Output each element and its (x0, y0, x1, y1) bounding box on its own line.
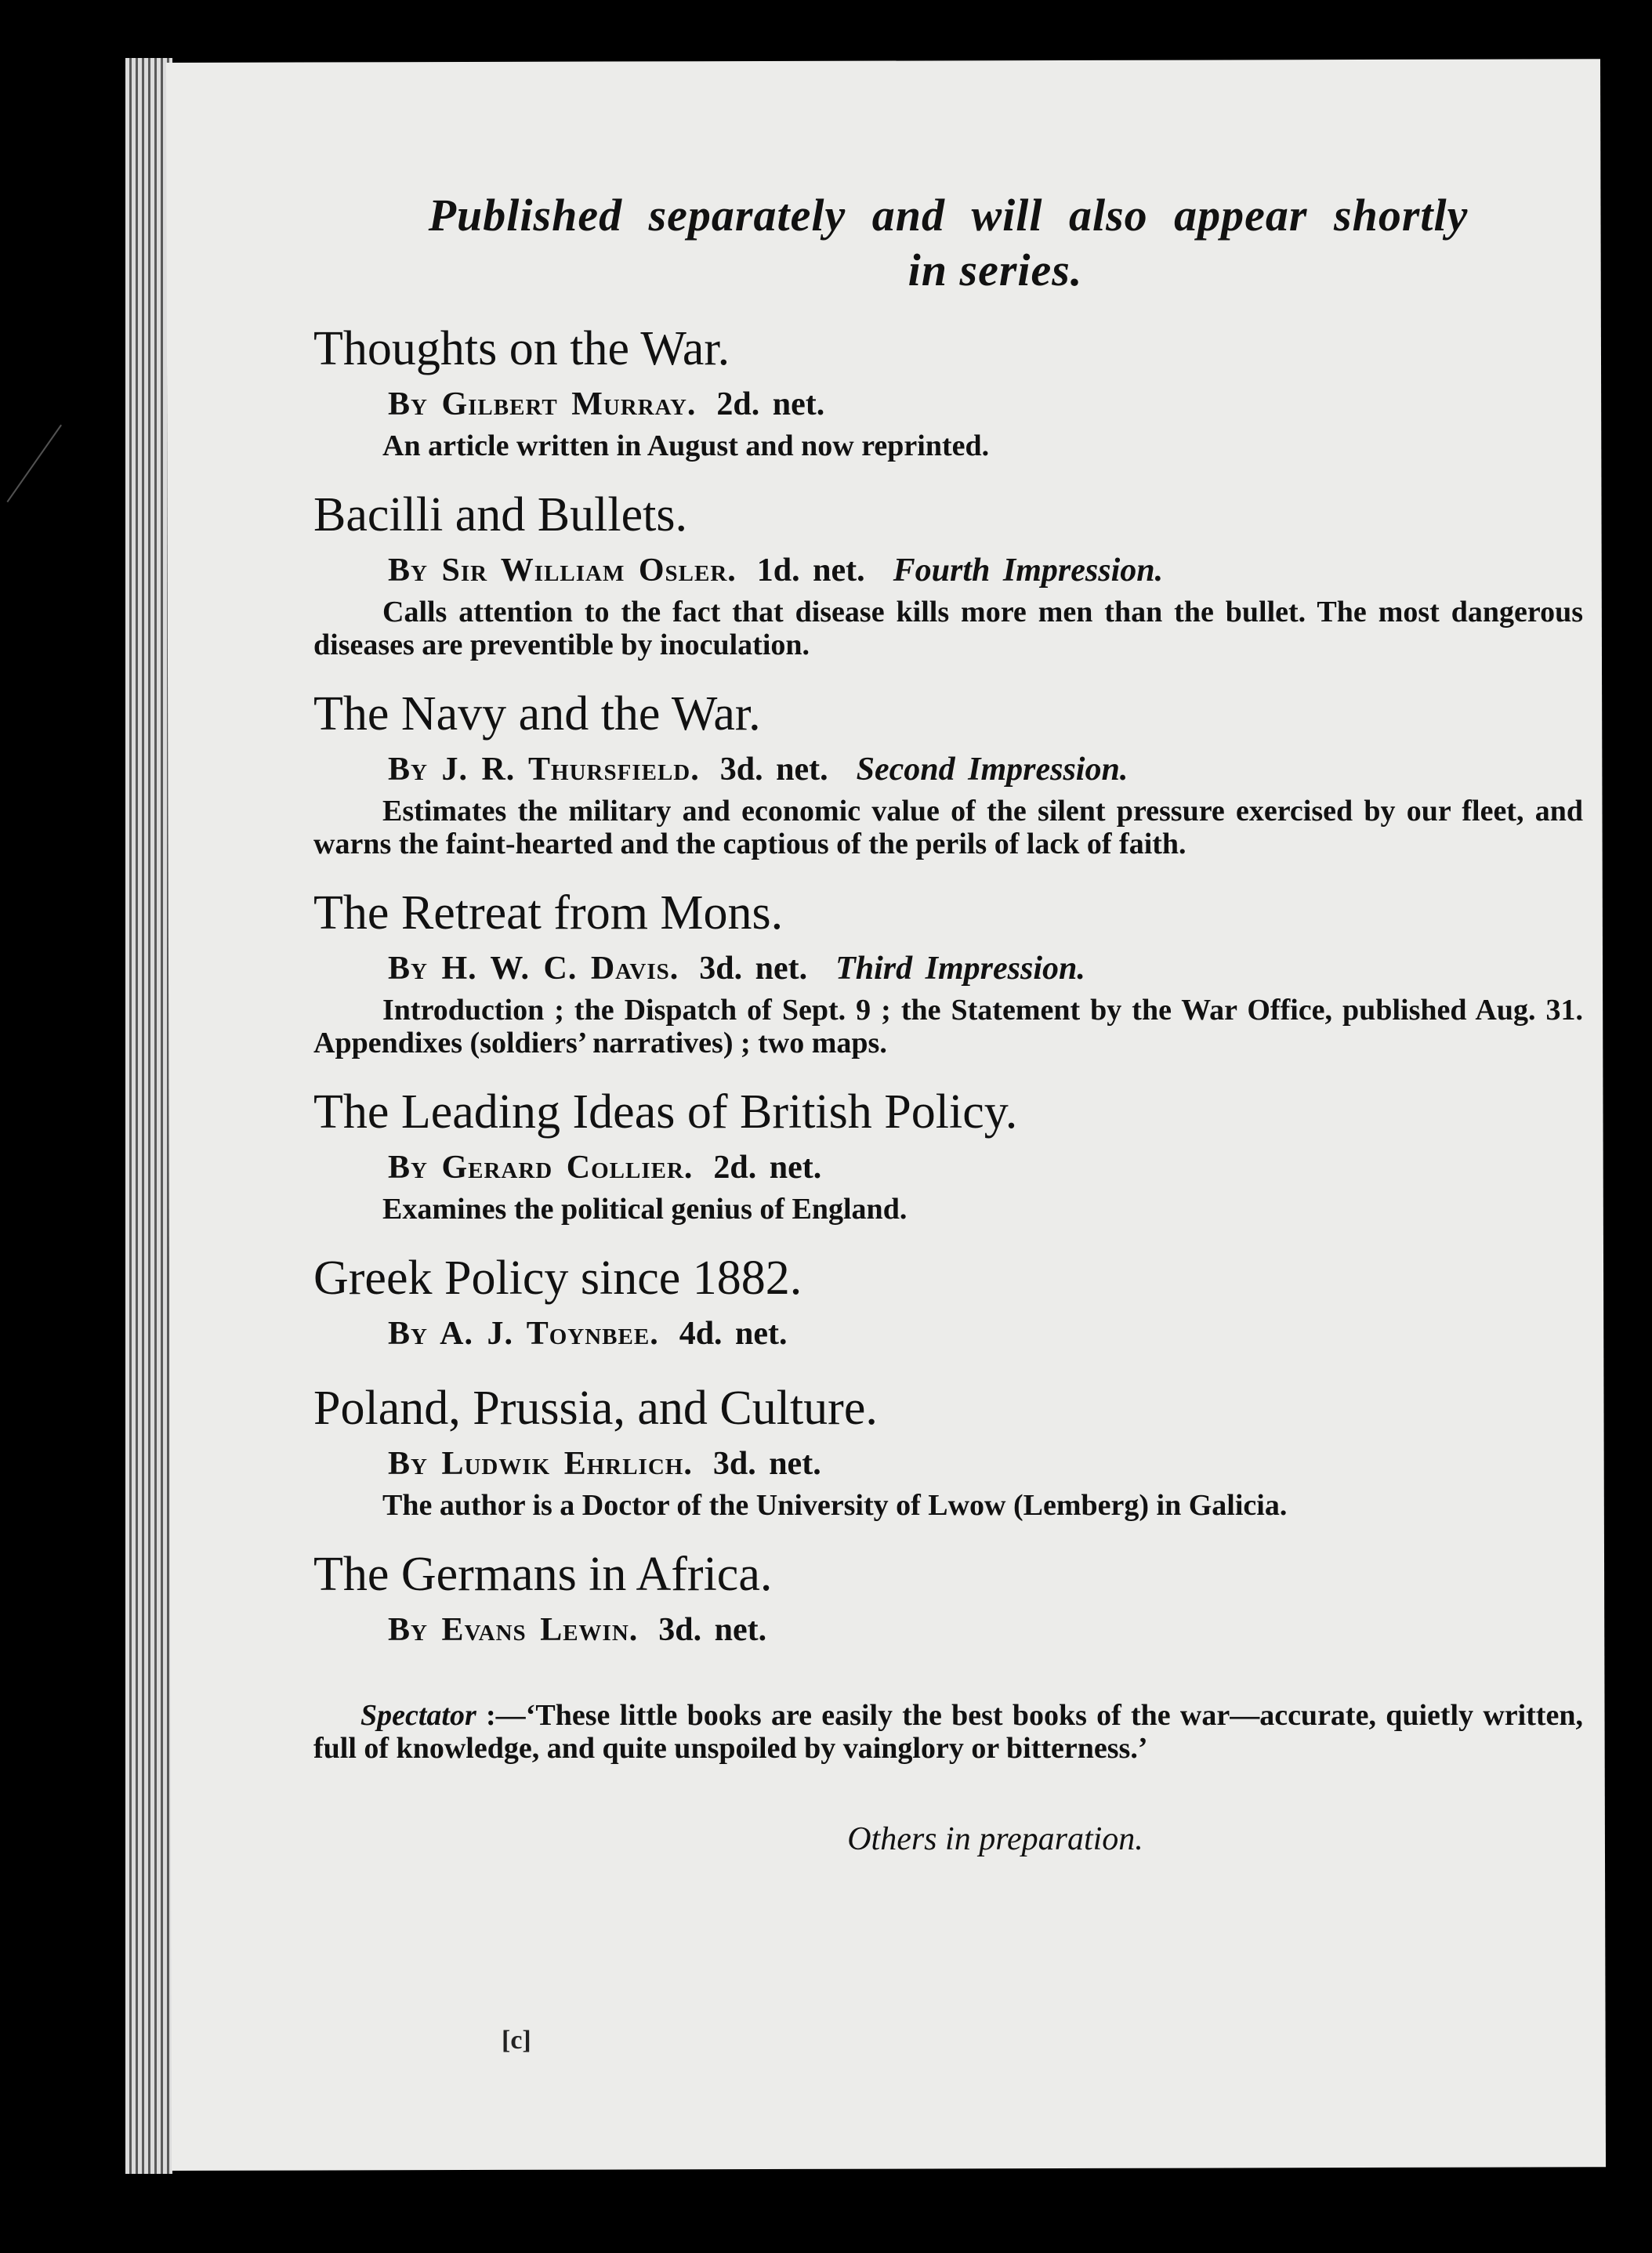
book-author: By Gerard Collier. (388, 1150, 694, 1186)
book-author: By A. J. Toynbee. (388, 1316, 659, 1352)
page-stack-edges (125, 58, 172, 2174)
book-author: By Evans Lewin. (388, 1612, 639, 1648)
book-byline (388, 382, 1583, 426)
book-byline (388, 748, 1583, 791)
book-author: By Sir William Osler. (388, 552, 737, 589)
heading-line-2: in series. (908, 244, 1083, 295)
book-title: The Retreat from Mons. (313, 886, 784, 940)
book-byline (388, 1312, 1583, 1356)
entry-list (313, 320, 1583, 1652)
book-price: 3d. net. (712, 1446, 821, 1482)
book-price: 3d. net. (699, 951, 808, 987)
quote-separator: :— (476, 1699, 526, 1732)
page-content (313, 188, 1583, 1859)
book-byline (388, 947, 1583, 991)
book-entry (313, 320, 1583, 462)
book-title: The Germans in Africa. (313, 1548, 773, 1601)
book-entry (313, 1379, 1583, 1522)
quote-source: Spectator (360, 1699, 476, 1732)
book-impression: Fourth Impression. (893, 552, 1164, 589)
book-byline (388, 1442, 1583, 1486)
book-price: 4d. net. (679, 1316, 788, 1352)
book-description: Estimates the military and economic value of the silent pressure exercised by our fleet, and warns the faint-hearted and the captious of the perils of lack of faith. (313, 795, 1583, 860)
book-description: Examines the political genius of England. (382, 1193, 908, 1226)
book-byline (388, 1608, 1583, 1652)
review-quote (313, 1699, 1583, 1765)
book-description: An article written in August and now reprinted. (382, 429, 990, 462)
book-title: The Leading Ideas of British Policy. (313, 1085, 1018, 1139)
quote-text: ‘These little books are easily the best books of the war—accurate, quietly written, full of knowledge, and quite unspoiled by vainglory or bitterness.’ (313, 1699, 1584, 1765)
book-price: 3d. net. (658, 1612, 767, 1648)
book-entry (313, 1249, 1583, 1356)
others-note: Others in preparation. (847, 1821, 1143, 1857)
book-price: 2d. net. (716, 386, 825, 422)
book-price: 2d. net. (713, 1150, 822, 1186)
book-title: Thoughts on the War. (313, 322, 730, 375)
page-heading (313, 188, 1583, 298)
book-author: By H. W. C. Davis. (388, 951, 679, 987)
book-title: Poland, Prussia, and Culture. (313, 1382, 878, 1435)
book-description: The author is a Doctor of the University of Lwow (Lemberg) in Galicia. (382, 1489, 1288, 1522)
book-title: The Navy and the War. (313, 687, 761, 741)
book-entry (313, 884, 1583, 1059)
book-impression: Second Impression. (856, 752, 1129, 788)
book-title: Bacilli and Bullets. (313, 488, 687, 542)
book-author: By Gilbert Murray. (388, 386, 697, 422)
book-author: By J. R. Thursfield. (388, 752, 700, 788)
book-description: Introduction ; the Dispatch of Sept. 9 ; the Statement by the War Office, published Aug. 31. Appendixes (soldiers’ narratives) ; two maps. (313, 994, 1583, 1059)
book-impression: Third Impression. (835, 951, 1085, 987)
book-title: Greek Policy since 1882. (313, 1251, 802, 1305)
folio-mark: [c] (502, 2026, 531, 2055)
book-entry (313, 685, 1583, 860)
book-byline (388, 1146, 1583, 1190)
book-author: By Ludwik Ehrlich. (388, 1446, 693, 1482)
book-entry (313, 1083, 1583, 1226)
margin-mark (6, 425, 81, 516)
heading-line-1: Published separately and will also appear shortly (428, 190, 1469, 241)
book-price: 3d. net. (719, 752, 828, 788)
book-price: 1d. net. (756, 552, 865, 589)
book-entry (313, 1545, 1583, 1652)
book-description: Calls attention to the fact that disease kills more men than the bullet. The most dangerous diseases are preventible by inoculation. (313, 596, 1583, 661)
book-entry (313, 486, 1583, 661)
book-byline (388, 549, 1583, 592)
